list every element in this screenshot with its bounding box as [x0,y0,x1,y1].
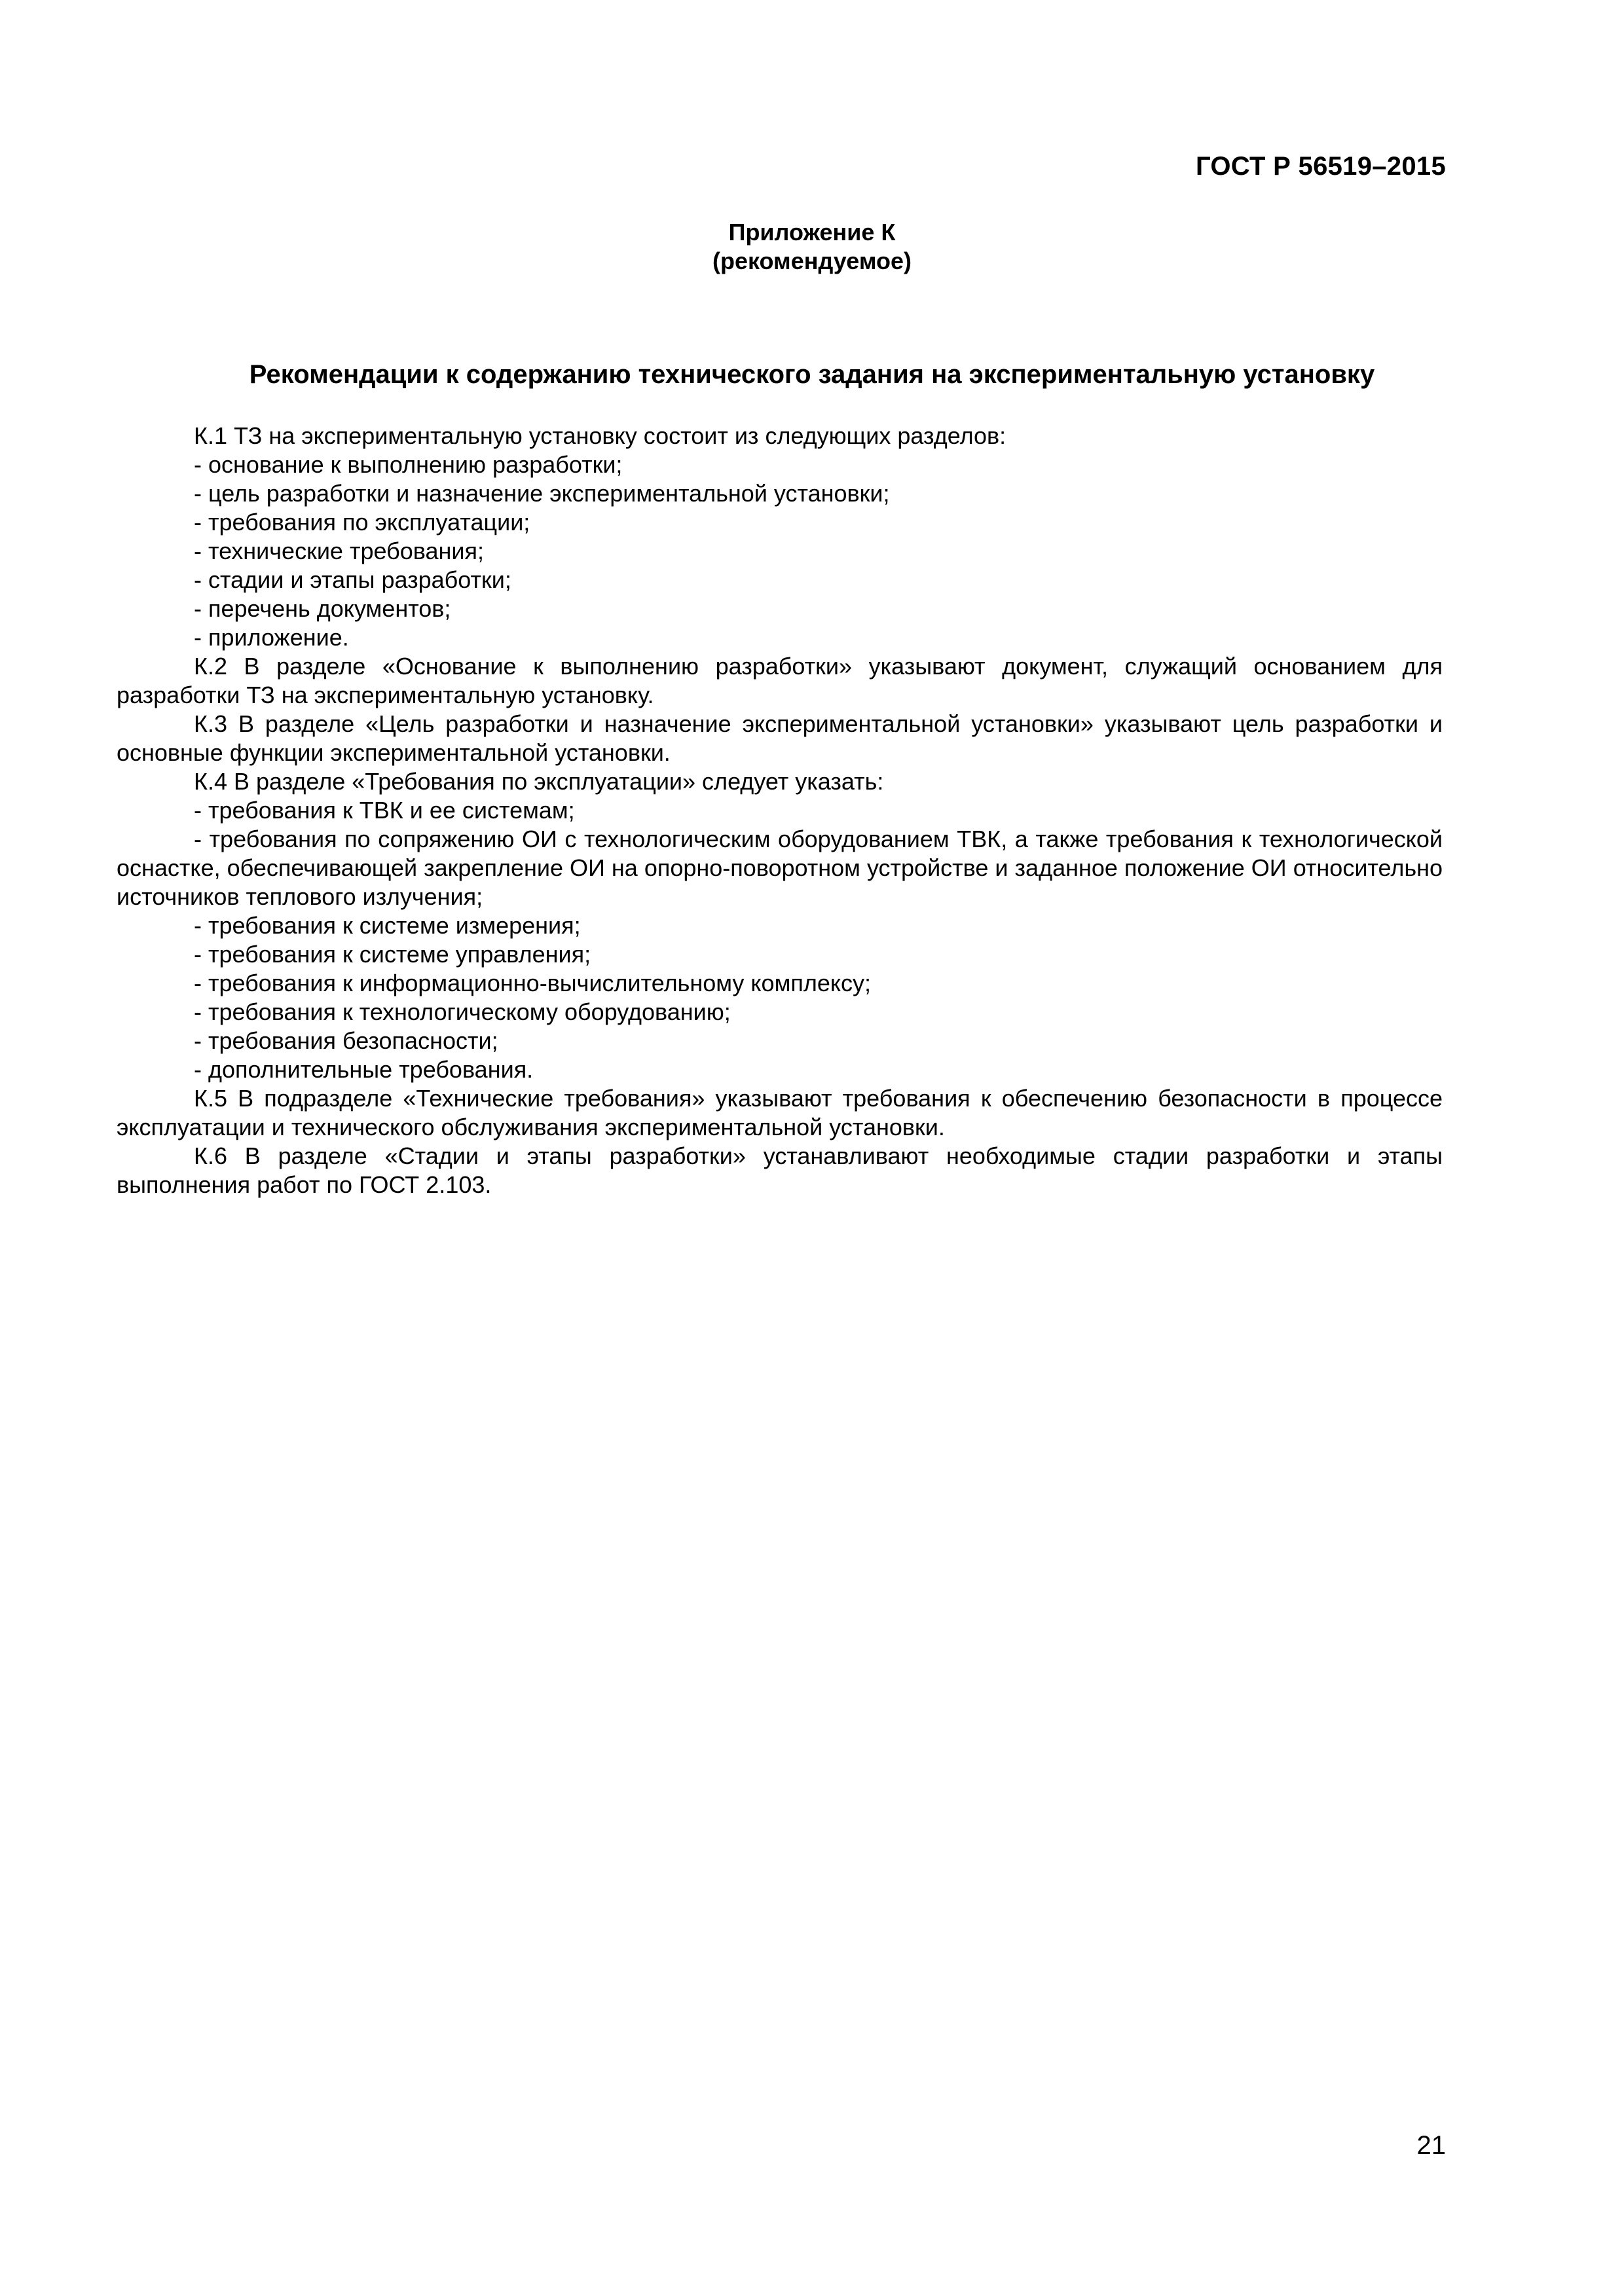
document-body [117,422,1443,1199]
list-item: - требования к ТВК и ее системам; [194,797,575,824]
list-item: - технические требования; [194,538,484,564]
list-item: - требования по эксплуатации; [194,509,530,536]
list-item: - требования по сопряжению ОИ с технологическим оборудованием ТВК, а также требования к технологической оснастке, обеспечивающей закрепление ОИ на опорно-поворотном устройстве и заданное положение ОИ относительно источников теплового излучения; [117,826,1443,910]
appendix-status: (рекомендуемое) [712,247,912,274]
section-heading: Рекомендации к содержанию технического задания на экспериментальную установку [249,360,1375,389]
document-code: ГОСТ Р 56519–2015 [1195,152,1446,181]
paragraph-k6: К.6 В разделе «Стадии и этапы разработки» устанавливают необходимые стадии разработки и этапы выполнения работ по ГОСТ 2.103. [117,1142,1443,1198]
paragraph-k2: К.2 В разделе «Основание к выполнению разработки» указывают документ, служащий основанием для разработки ТЗ на экспериментальную установку. [117,653,1443,708]
paragraph-k1: К.1 ТЗ на экспериментальную установку состоит из следующих разделов: [194,422,1006,449]
paragraph-k4: К.4 В разделе «Требования по эксплуатации» следует указать: [194,768,884,795]
appendix-title: Приложение К [728,219,896,246]
list-item: - требования к технологическому оборудованию; [194,998,731,1025]
list-item: - требования к системе управления; [194,941,591,968]
paragraph-k5: К.5 В подразделе «Технические требования» указывают требования к обеспечению безопасности в процессе эксплуатации и технического обслуживания экспериментальной установки. [117,1085,1443,1140]
page-number: 21 [1416,2131,1446,2160]
list-item: - основание к выполнению разработки; [194,451,623,478]
list-item: - дополнительные требования. [194,1056,534,1083]
paragraph-k3: К.3 В разделе «Цель разработки и назначение экспериментальной установки» указывают цель разработки и основные функции экспериментальной установки. [117,710,1443,766]
list-item: - перечень документов; [194,595,451,622]
list-item: - требования к информационно-вычислительному комплексу; [194,970,871,996]
list-item: - приложение. [194,624,349,651]
appendix-caption [0,218,1624,276]
list-item: - требования безопасности; [194,1027,498,1054]
list-item: - стадии и этапы разработки; [194,566,511,593]
list-item: - требования к системе измерения; [194,912,581,939]
list-item: - цель разработки и назначение экспериментальной установки; [194,480,890,507]
